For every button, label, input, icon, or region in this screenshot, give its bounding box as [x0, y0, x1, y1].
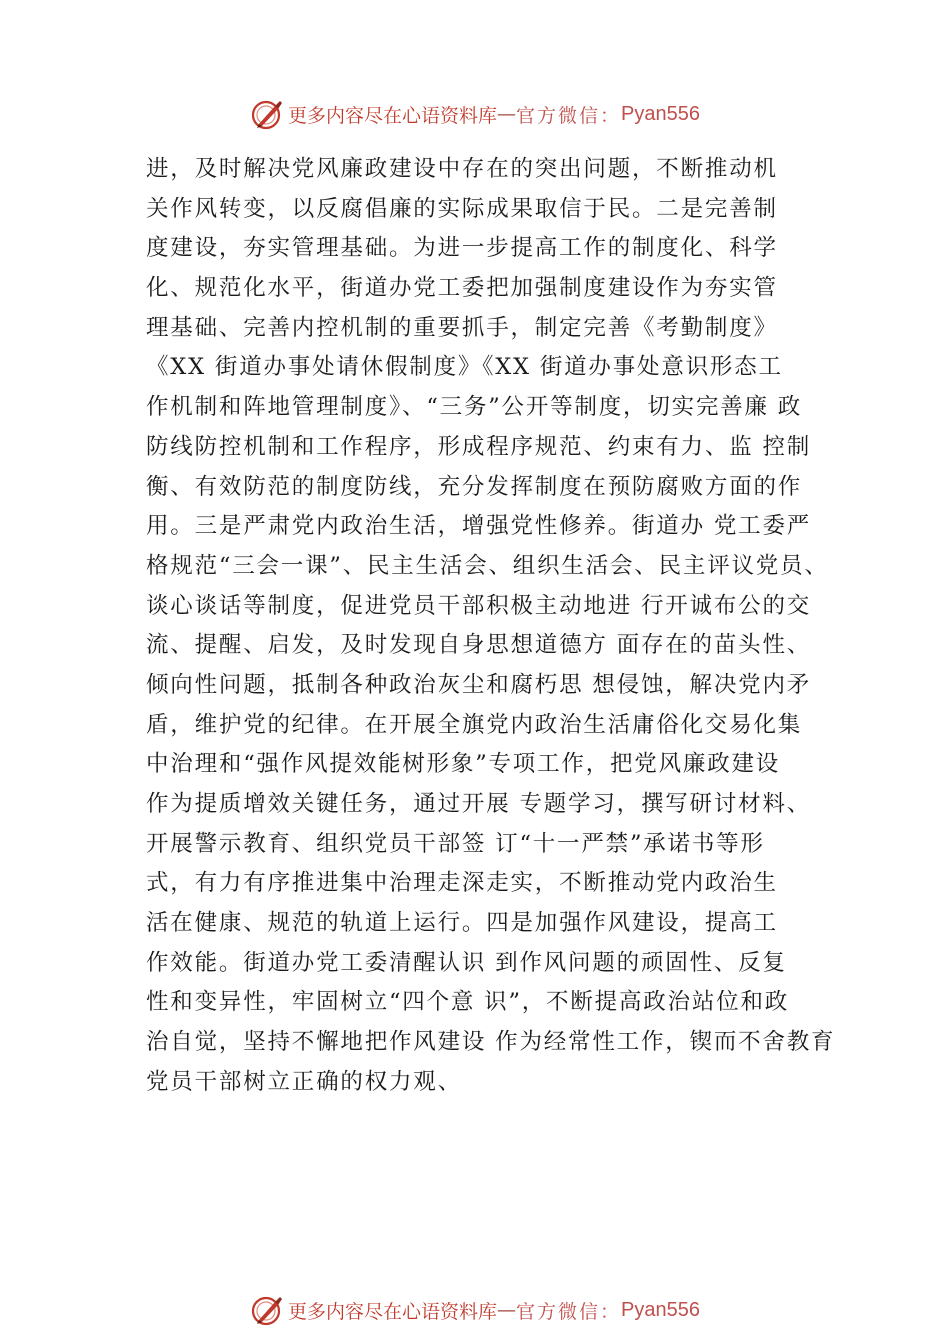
body-line: 进，及时解决党风廉政建设中存在的突出问题，不断推动机 — [146, 156, 778, 182]
body-line: 式，有力有序推进集中治理走深走实，不断推动党内政治生 — [146, 870, 778, 897]
body-line: 作机制和阵地管理制度》、“三务”公开等制度，切实完善廉 政 — [146, 394, 803, 421]
body-line: 活在健康、规范的轨道上运行。四是加强作风建设，提高工 — [146, 910, 778, 937]
body-line: 谈心谈话等制度，促进党员干部积极主动地进 行开诚布公的交 — [146, 592, 812, 619]
pen-logo-icon — [250, 97, 284, 131]
watermark-dash: — — [497, 103, 517, 125]
watermark-dash: — — [497, 1299, 517, 1321]
body-line: 作为提质增效关键任务，通过开展 专题学习，撰写研讨材料、 — [146, 791, 812, 817]
body-line: 中治理和“强作风提效能树形象”专项工作，把党风廉政建设 — [146, 751, 781, 778]
pen-logo-icon — [250, 1293, 284, 1327]
watermark-wechat-label: 官方微信： — [516, 1300, 622, 1323]
body-line: 衡、有效防范的制度防线，充分发挥制度在预防腐败方面的作 — [146, 473, 803, 500]
body-line: 党员干部树立正确的权力观、 — [146, 1068, 462, 1095]
body-line: 格规范“三会一课”、民主生活会、组织生活会、民主评议党员、 — [146, 552, 829, 579]
body-line: 作效能。街道办党工委清醒认识 到作风问题的顽固性、反复 — [146, 949, 787, 976]
footer-watermark — [0, 1290, 950, 1330]
watermark-wechat-id: Pyan556 — [621, 102, 700, 125]
body-line: 倾向性问题，抵制各种政治灰尘和腐朽思 想侵蚀，解决党内矛 — [146, 671, 812, 698]
body-line: 防线防控机制和工作程序，形成程序规范、约束有力、监 控制 — [146, 433, 812, 460]
body-line: 化、规范化水平，街道办党工委把加强制度建设作为夯实管 — [146, 275, 778, 302]
body-line: 用。三是严肃党内政治生活，增强党性修养。街道办 党工委严 — [146, 513, 812, 540]
body-line: 开展警示教育、组织党员干部签 订“十一严禁”承诺书等形 — [146, 830, 765, 857]
document-body — [146, 150, 836, 1103]
body-line: 流、提醒、启发，及时发现自身思想道德方 面存在的苗头性、 — [146, 632, 812, 659]
body-line: 《XX 街道办事处请休假制度》《XX 街道办事处意识形态工 — [146, 354, 783, 381]
body-line: 性和变异性，牢固树立“四个意 识”，不断提高政治站位和政 — [146, 989, 790, 1016]
body-line: 理基础、完善内控机制的重要抓手，制定完善《考勤制度》 — [146, 314, 778, 341]
watermark-site-text: 更多内容尽在心语资料库 — [288, 104, 498, 127]
watermark-wechat-label: 官方微信： — [516, 104, 622, 127]
watermark-wechat-id: Pyan556 — [621, 1298, 700, 1321]
body-line: 度建设，夯实管理基础。为进一步提高工作的制度化、科学 — [146, 235, 778, 262]
header-watermark — [0, 94, 950, 134]
body-line: 盾，维护党的纪律。在开展全旗党内政治生活庸俗化交易化集 — [146, 711, 803, 738]
body-line: 关作风转变，以反腐倡廉的实际成果取信于民。二是完善制 — [146, 195, 778, 222]
watermark-site-text: 更多内容尽在心语资料库 — [288, 1300, 498, 1323]
body-line: 治自觉，坚持不懈地把作风建设 作为经常性工作，锲而不舍教育 — [146, 1029, 836, 1056]
